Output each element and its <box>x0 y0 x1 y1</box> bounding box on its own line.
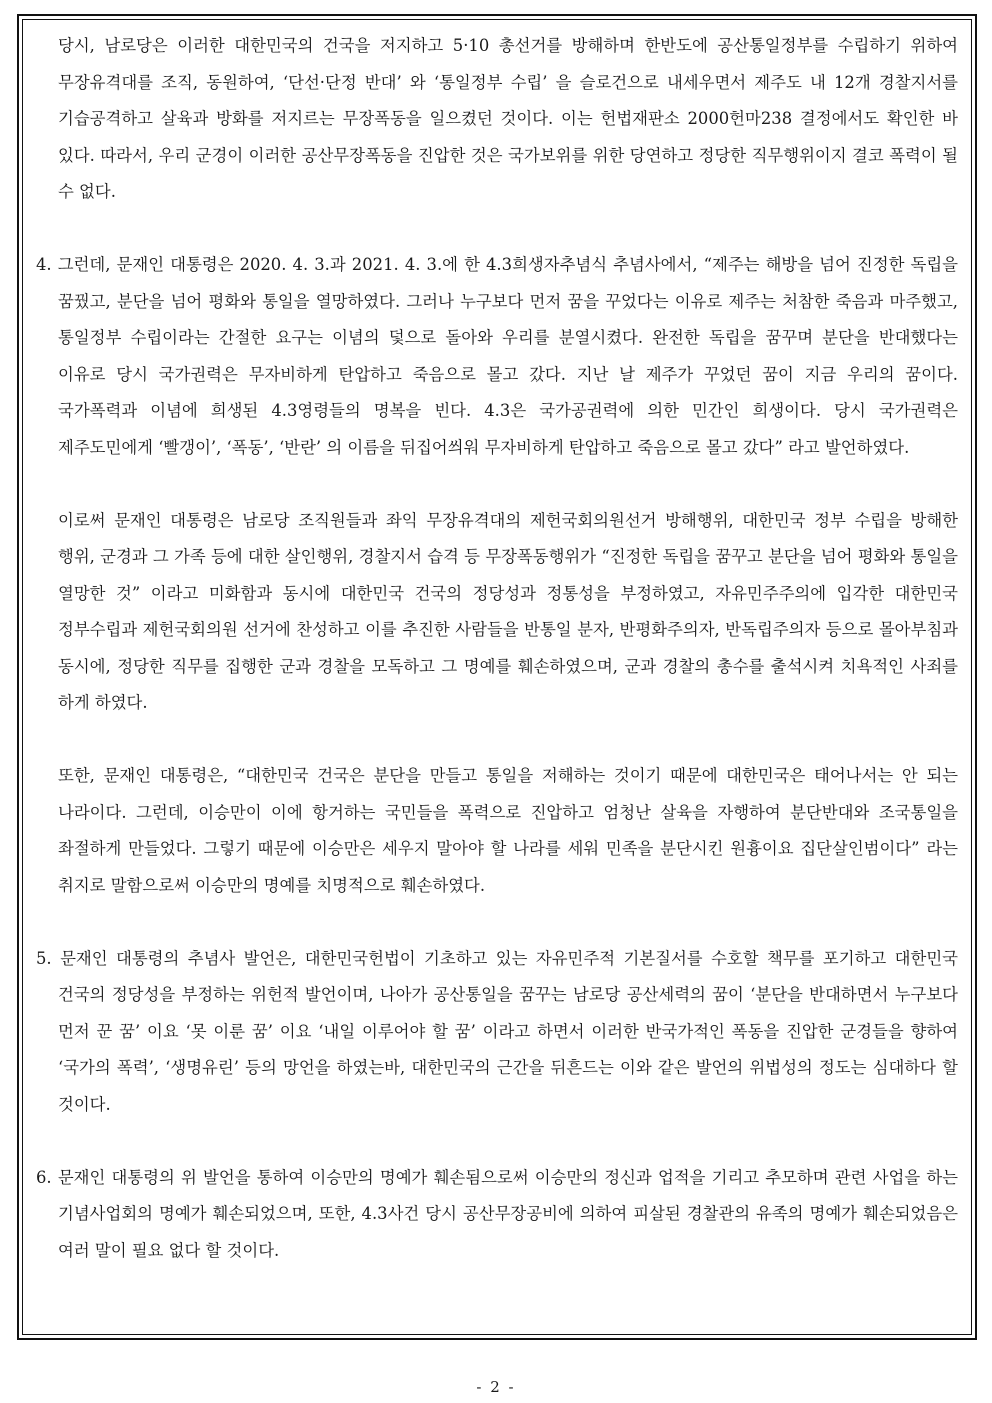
paragraph-4-continued-1: 이로써 문재인 대통령은 남로당 조직원들과 좌익 무장유격대의 제헌국회의원선거 방해행위, 대한민국 정부 수립을 방해한 행위, 군경과 그 가족 등에 대한 살인행위, 경찰지서 습격 등 무장폭동행위가 “진정한 독립을 꿈꾸고 분단을 넘어 평화와 통일을 열망한 것” 이라고 미화함과 동시에 대한민국 건국의 정당성과 정통성을 부정하였고, 자유민주주의에 입각한 대한민국 정부수립과 제헌국회의원 선거에 찬성하고 이를 추진한 사람들을 반통일 분자, 반평화주의자, 반독립주의자 등으로 몰아부침과 동시에, 정당한 직무를 집행한 군과 경찰을 모독하고 그 명예를 훼손하였으며, 군과 경찰의 총수를 출석시켜 치욕적인 사죄를 하게 하였다. <box>58 510 958 712</box>
paragraph-number: 5. <box>36 948 52 968</box>
paragraph-5 <box>36 941 958 1124</box>
paragraph-intro: 당시, 남로당은 이러한 대한민국의 건국을 저지하고 5·10 총선거를 방해하며 한반도에 공산통일정부를 수립하기 위하여 무장유격대를 조직, 동원하여, ‘단선·단정 반대’ 와 ‘통일정부 수립’ 을 슬로건으로 내세우면서 제주도 내 12개 경찰지서를 기습공격하고 살육과 방화를 저지르는 무장폭동을 일으켰던 것이다. 이는 헌법재판소 2000헌마238 결정에서도 확인한 바 있다. 따라서, 우리 군경이 이러한 공산무장폭동을 진압한 것은 국가보위를 위한 당연하고 정당한 직무행위이지 결코 폭력이 될 수 없다. <box>58 36 958 201</box>
document-body <box>36 28 958 1306</box>
paragraph-number: 4. <box>36 255 52 274</box>
paragraph-4 <box>36 247 958 466</box>
paragraph-number: 6. <box>36 1167 52 1187</box>
paragraph-4-continued-2: 또한, 문재인 대통령은, “대한민국 건국은 분단을 만들고 통일을 저해하는 것이기 때문에 대한민국은 태어나서는 안 되는 나라이다. 그런데, 이승만이 이에 항거하는 국민들을 폭력으로 진압하고 엄청난 살육을 자행하여 분단반대와 조국통일을 좌절하게 만들었다. 그렇기 때문에 이승만은 세우지 말아야 할 나라를 세워 민족을 분단시킨 원흉이요 집단살인범이다” 라는 취지로 말함으로써 이승만의 명예를 치명적으로 훼손하였다. <box>58 766 958 895</box>
paragraph-6 <box>36 1160 958 1270</box>
paragraph-text: 문재인 대통령의 추념사 발언은, 대한민국헌법이 기초하고 있는 자유민주적 기본질서를 수호할 책무를 포기하고 대한민국 건국의 정당성을 부정하는 위헌적 발언이며, 나아가 공산통일을 꿈꾸는 남로당 공산세력의 꿈이 ‘분단을 반대하면서 누구보다 먼저 꾼 꿈’ 이요 ‘못 이룬 꿈’ 이요 ‘내일 이루어야 할 꿈’ 이라고 하면서 이러한 반국가적인 폭동을 진압한 군경들을 향하여 ‘국가의 폭력’, ‘생명유린’ 등의 망언을 하였는바, 대한민국의 근간을 뒤흔드는 이와 같은 발언의 위법성의 정도는 심대하다 할 것이다. <box>58 948 958 1114</box>
paragraph-text: 문재인 대통령의 위 발언을 통하여 이승만의 명예가 훼손됨으로써 이승만의 정신과 업적을 기리고 추모하며 관련 사업을 하는 기념사업회의 명예가 훼손되었으며, 또한, 4.3사건 당시 공산무장공비에 의하여 피살된 경찰관의 유족의 명예가 훼손되었음은 여러 말이 필요 없다 할 것이다. <box>57 1167 958 1260</box>
page-number: - 2 - <box>476 1378 516 1396</box>
paragraph-text: 그런데, 문재인 대통령은 2020. 4. 3.과 2021. 4. 3.에 한 4.3희생자추념식 추념사에서, “제주는 해방을 넘어 진정한 독립을 꿈꿨고, 분단을 넘어 평화와 통일을 열망하였다. 그러나 누구보다 먼저 꿈을 꾸었다는 이유로 제주는 처참한 죽음과 마주했고, 통일정부 수립이라는 간절한 요구는 이념의 덫으로 돌아와 우리를 분열시켰다. 완전한 독립을 꿈꾸며 분단을 반대했다는 이유로 당시 국가권력은 무자비하게 탄압하고 죽음으로 몰고 갔다. 지난 날 제주가 꾸었던 꿈이 지금 우리의 꿈이다. 국가폭력과 이념에 희생된 4.3영령들의 명복을 빈다. 4.3은 국가공권력에 의한 민간인 희생이다. 당시 국가권력은 제주도민에게 ‘빨갱이’, ‘폭동’, ‘반란’ 의 이름을 뒤집어씌워 무자비하게 탄압하고 죽음으로 몰고 갔다” 라고 발언하였다. <box>57 255 958 457</box>
